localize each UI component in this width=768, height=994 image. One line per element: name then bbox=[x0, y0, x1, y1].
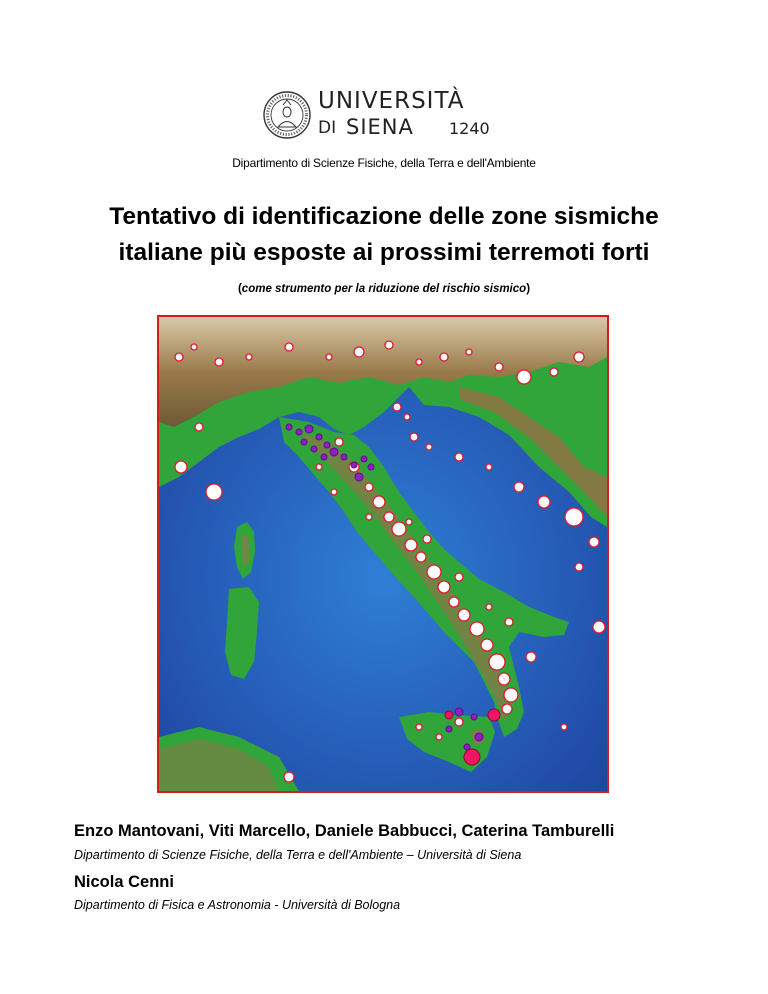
subtitle-close-paren: ) bbox=[526, 283, 531, 295]
seismicity-map bbox=[157, 315, 609, 793]
title-line-2: italiane più esposte ai prossimi terremoti forti bbox=[118, 239, 650, 266]
university-city: SIENA bbox=[346, 115, 414, 139]
document-subtitle bbox=[0, 283, 768, 295]
university-logo bbox=[262, 88, 502, 148]
title-line-1: Tentativo di identificazione delle zone sismiche bbox=[109, 203, 659, 230]
subtitle-open-paren: ( bbox=[237, 283, 242, 295]
department-header: Dipartimento di Scienze Fisiche, della Terra e dell'Ambiente bbox=[232, 156, 536, 170]
university-seal-icon bbox=[262, 90, 312, 140]
document-title bbox=[0, 199, 768, 271]
university-year: 1240 bbox=[449, 119, 490, 138]
university-name: UNIVERSITÀ bbox=[318, 88, 465, 114]
affiliation-2: Dipartimento di Fisica e Astronomia - Università di Bologna bbox=[74, 898, 401, 912]
university-di: DI bbox=[318, 118, 337, 138]
subtitle-text: come strumento per la riduzione del rischio sismico bbox=[241, 283, 527, 295]
authors-group-2: Nicola Cenni bbox=[74, 873, 174, 891]
seismicity-map-svg bbox=[159, 317, 607, 791]
authors-group-1: Enzo Mantovani, Viti Marcello, Daniele Babbucci, Caterina Tamburelli bbox=[74, 822, 615, 840]
affiliation-1: Dipartimento di Scienze Fisiche, della Terra e dell'Ambiente – Università di Siena bbox=[74, 848, 522, 862]
